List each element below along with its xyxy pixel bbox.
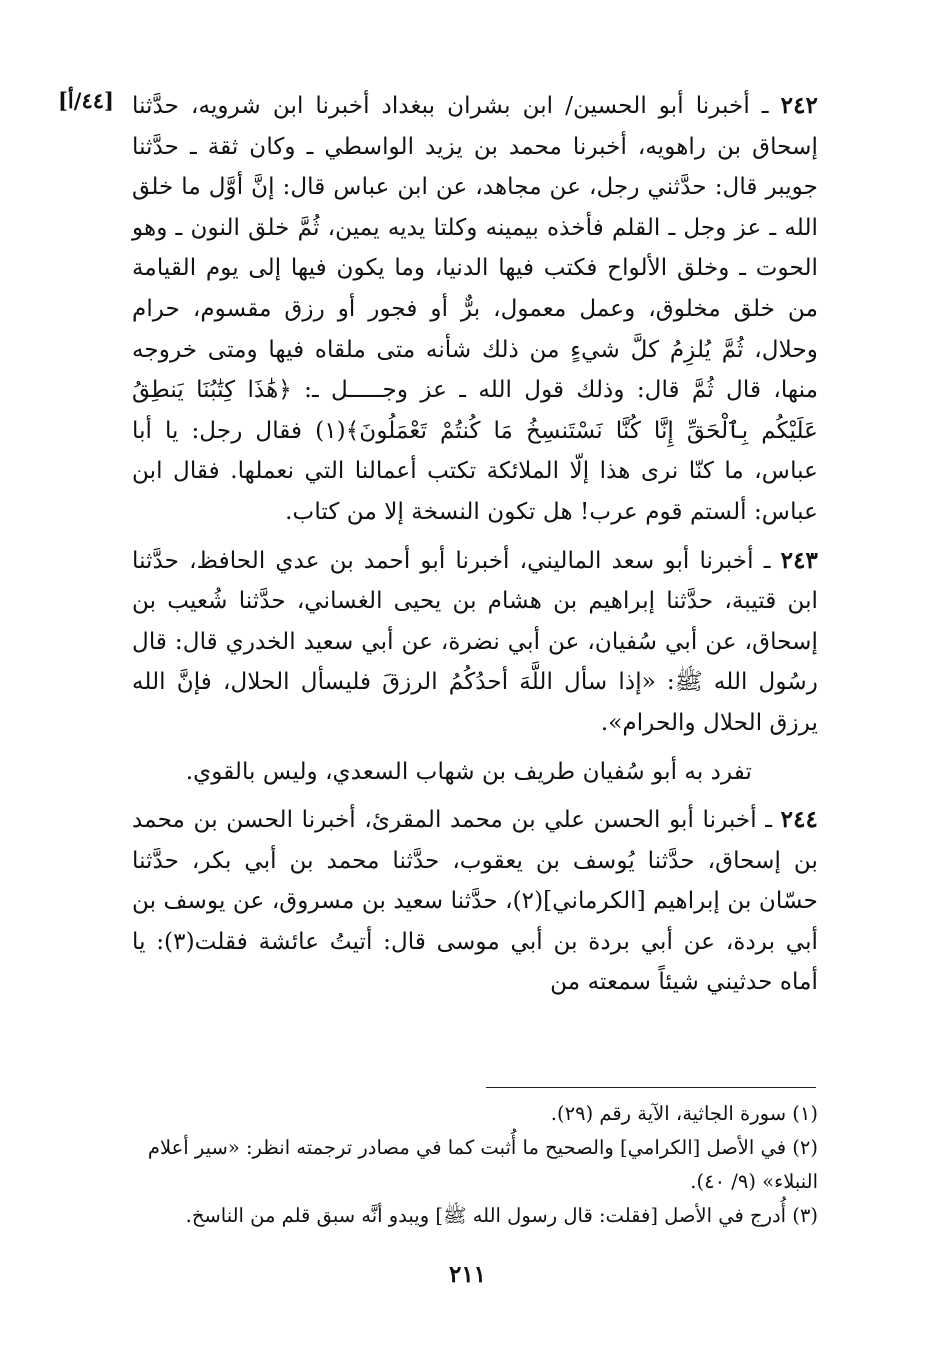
hadith-number: ٢٤٤	[780, 806, 818, 834]
footnote-1: (١) سورة الجاثية، الآية رقم (٢٩).	[550, 1102, 818, 1125]
hadith-number: ٢٤٣	[780, 546, 818, 574]
footnote-3: (٣) أُدرج في الأصل [فقلت: قال رسول الله ﷺ] ويبدو أنَّه سبق قلم من الناسخ.	[185, 1204, 818, 1227]
hadith-number: ٢٤٢	[780, 92, 818, 119]
hadith-text: ـ أخبرنا أبو سعد الماليني، أخبرنا أبو أحمد بن عدي الحافظ، حدَّثنا ابن قتيبة، حدَّثنا إبراهيم بن هشام بن يحيى الغساني، حدَّثنا شُعيب بن إسحاق، عن أبي سُفيان، عن أبي نضرة، عن أبي سعيد الخدري قال: قال رسُول الله ﷺ: «إذا سأل اللَّهَ أحدُكُمُ الرزقَ فليسأل الحلال، فإنَّ الله يرزق الحلال والحرام».	[132, 546, 818, 736]
hadith-244	[132, 800, 818, 1003]
hadith-text: ـ أخبرنا أبو الحسين/ ابن بشران ببغداد أخبرنا ابن شرويه، حدَّثنا إسحاق بن راهويه، أخبرنا محمد بن يزيد الواسطي ـ وكان ثقة ـ حدَّثنا جويبر قال: حدَّثني رجل، عن مجاهد، عن ابن عباس قال: إنَّ أوَّل ما خلق الله ـ عز وجل ـ القلم فأخذه بيمينه وكلتا يديه يمين، ثُمَّ خلق النون ـ وهو الحوت ـ وخلق الألواح فكتب فيها الدنيا، وما يكون فيها إلى يوم القيامة من خلق مخلوق، وعمل معمول، برٌّ أو فجور أو رزق مقسوم، حرام وحلال، ثُمَّ يُلزِمُ كلَّ شيءٍ من ذلك شأنه متى ملقاه فيها ومتى خروجه منها، قال ثُمَّ قال: وذلك قول الله ـ عز وجـــــل ـ: ﴿هَٰذَا كِتَٰبُنَا يَنطِقُ عَلَيْكُم بِٱلْحَقِّ إِنَّا كُنَّا نَسْتَنسِخُ مَا كُنتُمْ تَعْمَلُونَ﴾(١) فقال رجل: يا أبا عباس، ما كنّا نرى هذا إلّا الملائكة تكتب أعمالنا التي نعملها. فقال ابن عباس: ألستم قوم عرب! هل تكون النسخة إلا من كتاب.	[132, 92, 819, 525]
hadith-243	[132, 541, 818, 744]
footnotes	[128, 1097, 818, 1233]
footnote-divider	[486, 1087, 816, 1088]
hadith-242	[132, 86, 818, 533]
hadith-text: ـ أخبرنا أبو الحسن علي بن محمد المقرئ، أخبرنا الحسن بن محمد بن إسحاق، حدَّثنا يُوسف بن يعقوب، حدَّثنا محمد بن أبي بكر، حدَّثنا حسّان بن إبراهيم [الكرماني](٢)، حدَّثنا سعيد بن مسروق، عن يوسف بن أبي بردة، عن أبي بردة بن أبي موسى قال: أتيتُ عائشة فقلت(٣): يا أماه حدثيني شيئاً سمعته من	[132, 806, 818, 996]
footnote-2: (٢) في الأصل [الكرامي] والصحيح ما أُثبت كما في مصادر ترجمته انظر: «سير أعلام النبلاء» (٩/ ٤٠).	[147, 1136, 818, 1193]
main-text-block	[132, 86, 818, 1003]
margin-folio-reference: [٤٤/أ]	[58, 88, 114, 113]
page-number: ٢١١	[448, 1261, 487, 1288]
narration-note: تفرد به أبو سُفيان طريف بن شهاب السعدي، وليس بالقوي.	[185, 757, 752, 785]
